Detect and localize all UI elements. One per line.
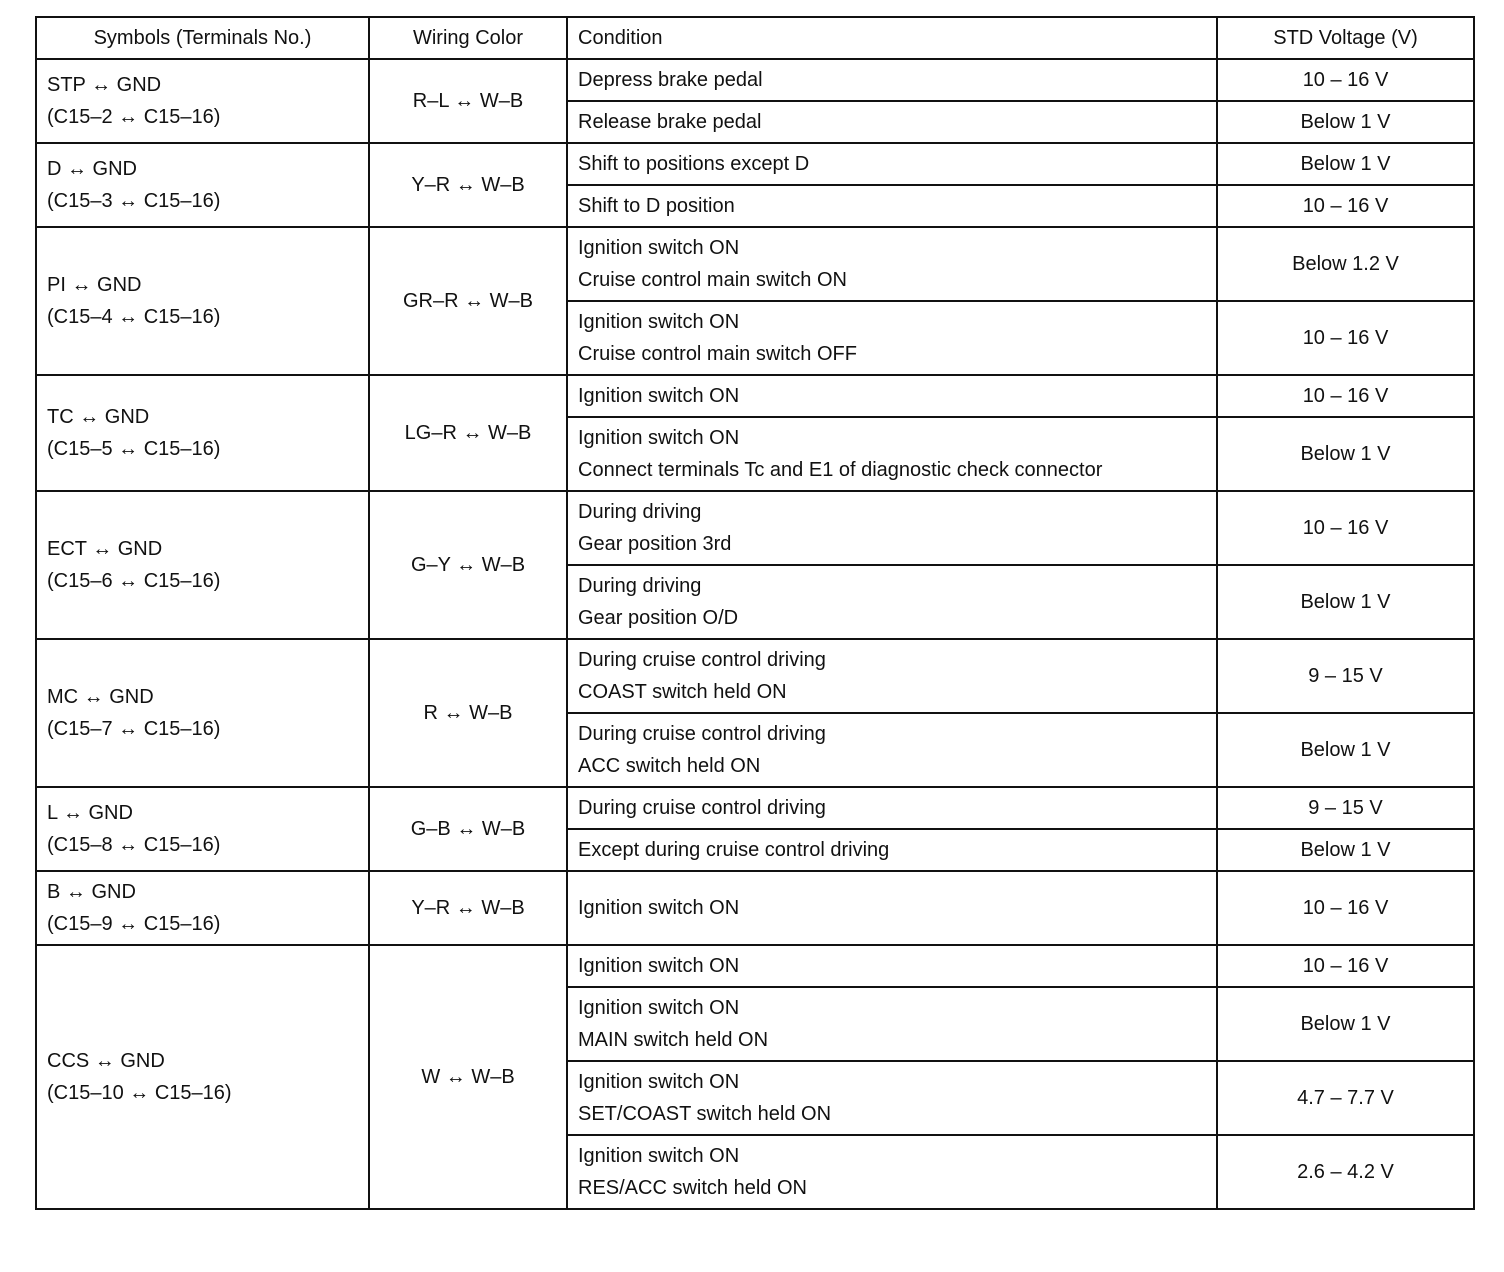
- condition-cell: [567, 713, 1217, 787]
- condition-line: During cruise control driving: [578, 723, 826, 745]
- symbol-cell: [36, 639, 369, 787]
- std-voltage-cell: 2.6 – 4.2 V: [1217, 1135, 1474, 1209]
- std-voltage-cell: 10 – 16 V: [1217, 59, 1474, 101]
- condition-line: Connect terminals Tc and E1 of diagnostic check connector: [578, 459, 1103, 481]
- std-voltage-cell: 9 – 15 V: [1217, 787, 1474, 829]
- symbol-name: D ↔ GND: [47, 158, 137, 180]
- symbol-cell: [36, 375, 369, 491]
- symbol-name: STP ↔ GND: [47, 74, 162, 96]
- std-voltage-cell: 10 – 16 V: [1217, 375, 1474, 417]
- terminal-numbers: (C15–6 ↔ C15–16): [47, 570, 221, 592]
- condition-cell: [567, 59, 1217, 101]
- condition-line: Release brake pedal: [578, 111, 762, 133]
- std-voltage-cell: Below 1 V: [1217, 987, 1474, 1061]
- symbol-name: CCS ↔ GND: [47, 1050, 165, 1072]
- condition-line: Cruise control main switch ON: [578, 269, 847, 291]
- condition-line: ACC switch held ON: [578, 755, 761, 777]
- wiring-color-cell: R ↔ W–B: [369, 639, 567, 787]
- table-row: [36, 375, 1474, 417]
- condition-line: MAIN switch held ON: [578, 1029, 769, 1051]
- condition-line: Ignition switch ON: [578, 1145, 740, 1167]
- condition-cell: [567, 185, 1217, 227]
- voltage-spec-table: [35, 16, 1475, 1210]
- condition-cell: [567, 143, 1217, 185]
- condition-cell: [567, 565, 1217, 639]
- condition-line: Ignition switch ON: [578, 997, 740, 1019]
- condition-line: Ignition switch ON: [578, 897, 740, 919]
- condition-cell: [567, 1061, 1217, 1135]
- std-voltage-cell: 4.7 – 7.7 V: [1217, 1061, 1474, 1135]
- condition-line: During cruise control driving: [578, 649, 826, 671]
- table-row: [36, 871, 1474, 945]
- std-voltage-cell: Below 1 V: [1217, 101, 1474, 143]
- header-wiring-color: Wiring Color: [369, 17, 567, 59]
- condition-cell: [567, 871, 1217, 945]
- symbol-name: ECT ↔ GND: [47, 538, 163, 560]
- condition-line: Except during cruise control driving: [578, 839, 890, 861]
- terminal-numbers: (C15–2 ↔ C15–16): [47, 106, 221, 128]
- condition-line: During cruise control driving: [578, 797, 826, 819]
- symbol-cell: [36, 871, 369, 945]
- condition-line: Shift to positions except D: [578, 153, 810, 175]
- symbol-cell: [36, 59, 369, 143]
- std-voltage-cell: 9 – 15 V: [1217, 639, 1474, 713]
- wiring-color-cell: LG–R ↔ W–B: [369, 375, 567, 491]
- table-row: [36, 491, 1474, 565]
- terminal-numbers: (C15–3 ↔ C15–16): [47, 190, 221, 212]
- terminal-numbers: (C15–10 ↔ C15–16): [47, 1082, 232, 1104]
- table-row: [36, 639, 1474, 713]
- condition-line: Depress brake pedal: [578, 69, 763, 91]
- condition-cell: [567, 987, 1217, 1061]
- symbol-name: MC ↔ GND: [47, 686, 154, 708]
- std-voltage-cell: Below 1 V: [1217, 417, 1474, 491]
- terminal-numbers: (C15–5 ↔ C15–16): [47, 438, 221, 460]
- condition-cell: [567, 829, 1217, 871]
- condition-line: Ignition switch ON: [578, 427, 740, 449]
- table-body: [36, 59, 1474, 1209]
- condition-line: Gear position 3rd: [578, 533, 732, 555]
- condition-line: Cruise control main switch OFF: [578, 343, 857, 365]
- wiring-color-cell: GR–R ↔ W–B: [369, 227, 567, 375]
- condition-line: COAST switch held ON: [578, 681, 787, 703]
- condition-cell: [567, 301, 1217, 375]
- condition-line: Ignition switch ON: [578, 237, 740, 259]
- header-condition: Condition: [567, 17, 1217, 59]
- condition-cell: [567, 375, 1217, 417]
- condition-cell: [567, 639, 1217, 713]
- header-std-voltage: STD Voltage (V): [1217, 17, 1474, 59]
- condition-line: During driving: [578, 501, 702, 523]
- symbol-cell: [36, 491, 369, 639]
- symbol-name: L ↔ GND: [47, 802, 133, 824]
- symbol-name: PI ↔ GND: [47, 274, 142, 296]
- condition-line: Ignition switch ON: [578, 1071, 740, 1093]
- std-voltage-cell: 10 – 16 V: [1217, 491, 1474, 565]
- condition-cell: [567, 945, 1217, 987]
- condition-cell: [567, 1135, 1217, 1209]
- symbol-cell: [36, 143, 369, 227]
- wiring-color-cell: W ↔ W–B: [369, 945, 567, 1209]
- condition-cell: [567, 491, 1217, 565]
- symbol-name: TC ↔ GND: [47, 406, 150, 428]
- condition-line: Ignition switch ON: [578, 955, 740, 977]
- table-row: [36, 945, 1474, 987]
- condition-line: Shift to D position: [578, 195, 735, 217]
- table-row: [36, 59, 1474, 101]
- condition-cell: [567, 787, 1217, 829]
- terminal-numbers: (C15–8 ↔ C15–16): [47, 834, 221, 856]
- wiring-color-cell: R–L ↔ W–B: [369, 59, 567, 143]
- std-voltage-cell: 10 – 16 V: [1217, 185, 1474, 227]
- std-voltage-cell: Below 1.2 V: [1217, 227, 1474, 301]
- symbol-cell: [36, 787, 369, 871]
- header-symbols: Symbols (Terminals No.): [36, 17, 369, 59]
- std-voltage-cell: 10 – 16 V: [1217, 945, 1474, 987]
- table-row: [36, 143, 1474, 185]
- table-header-row: [36, 17, 1474, 59]
- condition-line: RES/ACC switch held ON: [578, 1177, 807, 1199]
- condition-line: During driving: [578, 575, 702, 597]
- condition-cell: [567, 417, 1217, 491]
- condition-line: Ignition switch ON: [578, 311, 740, 333]
- table-row: [36, 787, 1474, 829]
- condition-cell: [567, 227, 1217, 301]
- std-voltage-cell: 10 – 16 V: [1217, 301, 1474, 375]
- std-voltage-cell: Below 1 V: [1217, 565, 1474, 639]
- symbol-cell: [36, 227, 369, 375]
- symbol-name: B ↔ GND: [47, 881, 136, 903]
- wiring-color-cell: G–B ↔ W–B: [369, 787, 567, 871]
- condition-line: SET/COAST switch held ON: [578, 1103, 832, 1125]
- wiring-color-cell: G–Y ↔ W–B: [369, 491, 567, 639]
- symbol-cell: [36, 945, 369, 1209]
- condition-line: Ignition switch ON: [578, 385, 740, 407]
- std-voltage-cell: Below 1 V: [1217, 713, 1474, 787]
- terminal-numbers: (C15–7 ↔ C15–16): [47, 718, 221, 740]
- condition-line: Gear position O/D: [578, 607, 739, 629]
- terminal-numbers: (C15–4 ↔ C15–16): [47, 306, 221, 328]
- std-voltage-cell: Below 1 V: [1217, 829, 1474, 871]
- wiring-color-cell: Y–R ↔ W–B: [369, 143, 567, 227]
- terminal-numbers: (C15–9 ↔ C15–16): [47, 913, 221, 935]
- wiring-color-cell: Y–R ↔ W–B: [369, 871, 567, 945]
- table-row: [36, 227, 1474, 301]
- std-voltage-cell: 10 – 16 V: [1217, 871, 1474, 945]
- condition-cell: [567, 101, 1217, 143]
- std-voltage-cell: Below 1 V: [1217, 143, 1474, 185]
